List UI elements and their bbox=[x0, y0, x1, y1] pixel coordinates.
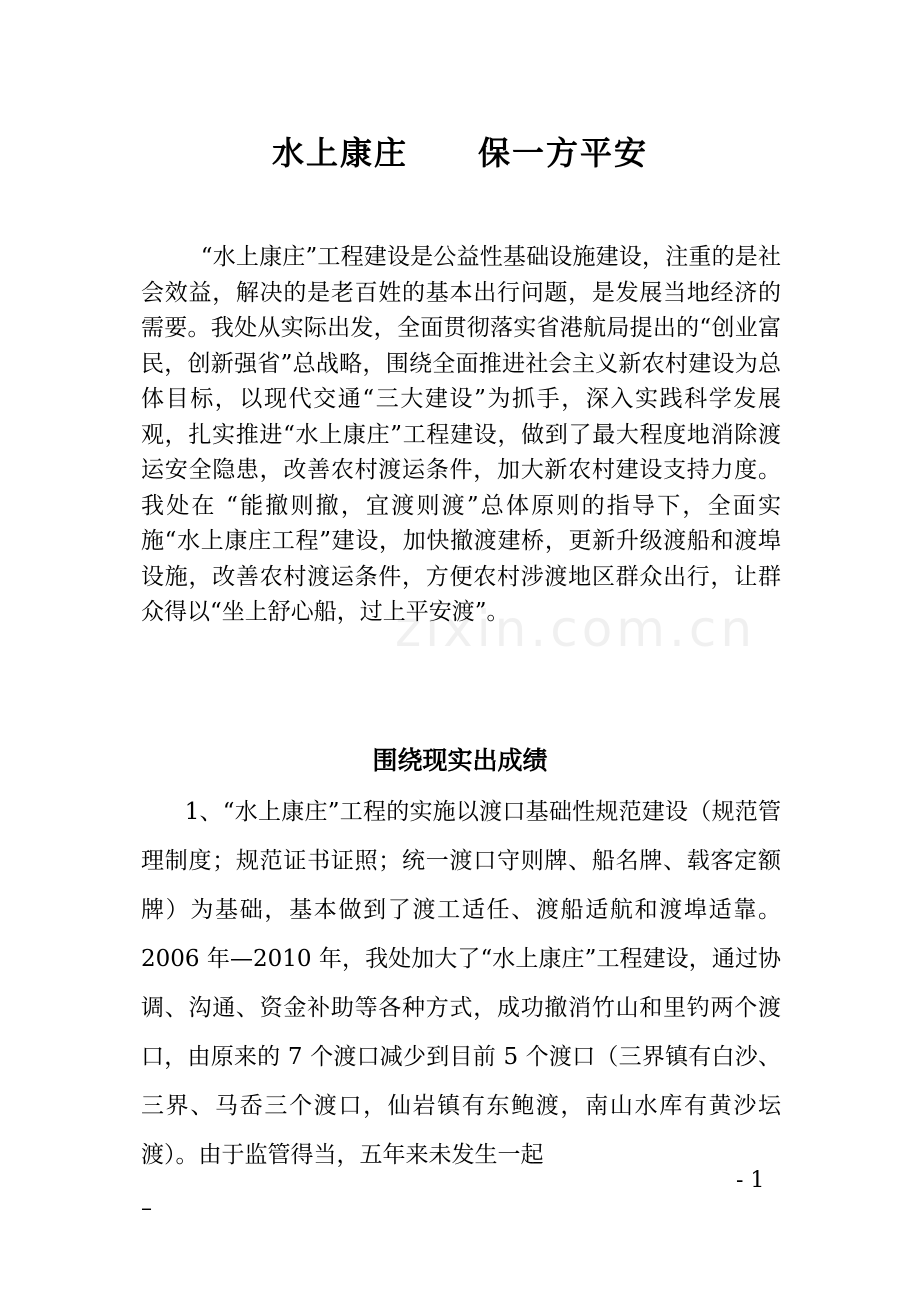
title-part-1: 水上康庄 bbox=[271, 134, 408, 172]
achievements-section bbox=[141, 788, 781, 1180]
watermark: zixin.com.cn bbox=[395, 600, 757, 658]
title-part-2: 保一方平安 bbox=[478, 134, 649, 172]
intro-paragraph: “水上康庄”工程建设是公益性基础设施建设，注重的是社会效益，解决的是老百姓的基本出行问题，是发展当地经济的需要。我处从实际出发，全面贯彻落实省港航局提出的“创业富民，创新强省”总战略，围绕全面推进社会主义新农村建设为总体目标，以现代交通“三大建设”为抓手，深入实践科学发展观，扎实推进“水上康庄”工程建设，做到了最大程度地消除渡运安全隐患，改善农村渡运条件，加大新农村建设支持力度。我处在 “能撤则撤，宜渡则渡”总体原则的指导下，全面实施“水上康庄工程”建设，加快撤渡建桥，更新升级渡船和渡埠设施，改善农村渡运条件，方便农村涉渡地区群众出行，让群众得以“坐上舒心船，过上平安渡”。 bbox=[141, 244, 781, 625]
section-heading: 围绕现实出成绩 bbox=[372, 746, 548, 775]
achievement-paragraph-1: 1、“水上康庄”工程的实施以渡口基础性规范建设（规范管理制度；规范证书证照；统一渡口守则牌、船名牌、载客定额牌）为基础，基本做到了渡工适任、渡船适航和渡埠适靠。2006 年—2010 年，我处加大了“水上康庄”工程建设，通过协调、沟通、资金补助等各种方式，成功撤消竹山和里钓两个渡口，由原来的 7 个渡口减少到目前 5 个渡口（三界镇有白沙、三界、马岙三个渡口，仙岩镇有东鲍渡，南山水库有黄沙坛渡）。由于监管得当，五年来未发生一起 bbox=[141, 799, 781, 1168]
intro-section bbox=[141, 240, 781, 631]
footer-mark: – bbox=[141, 1196, 152, 1221]
page-title bbox=[0, 128, 920, 174]
page-number: - 1 bbox=[736, 1168, 765, 1193]
